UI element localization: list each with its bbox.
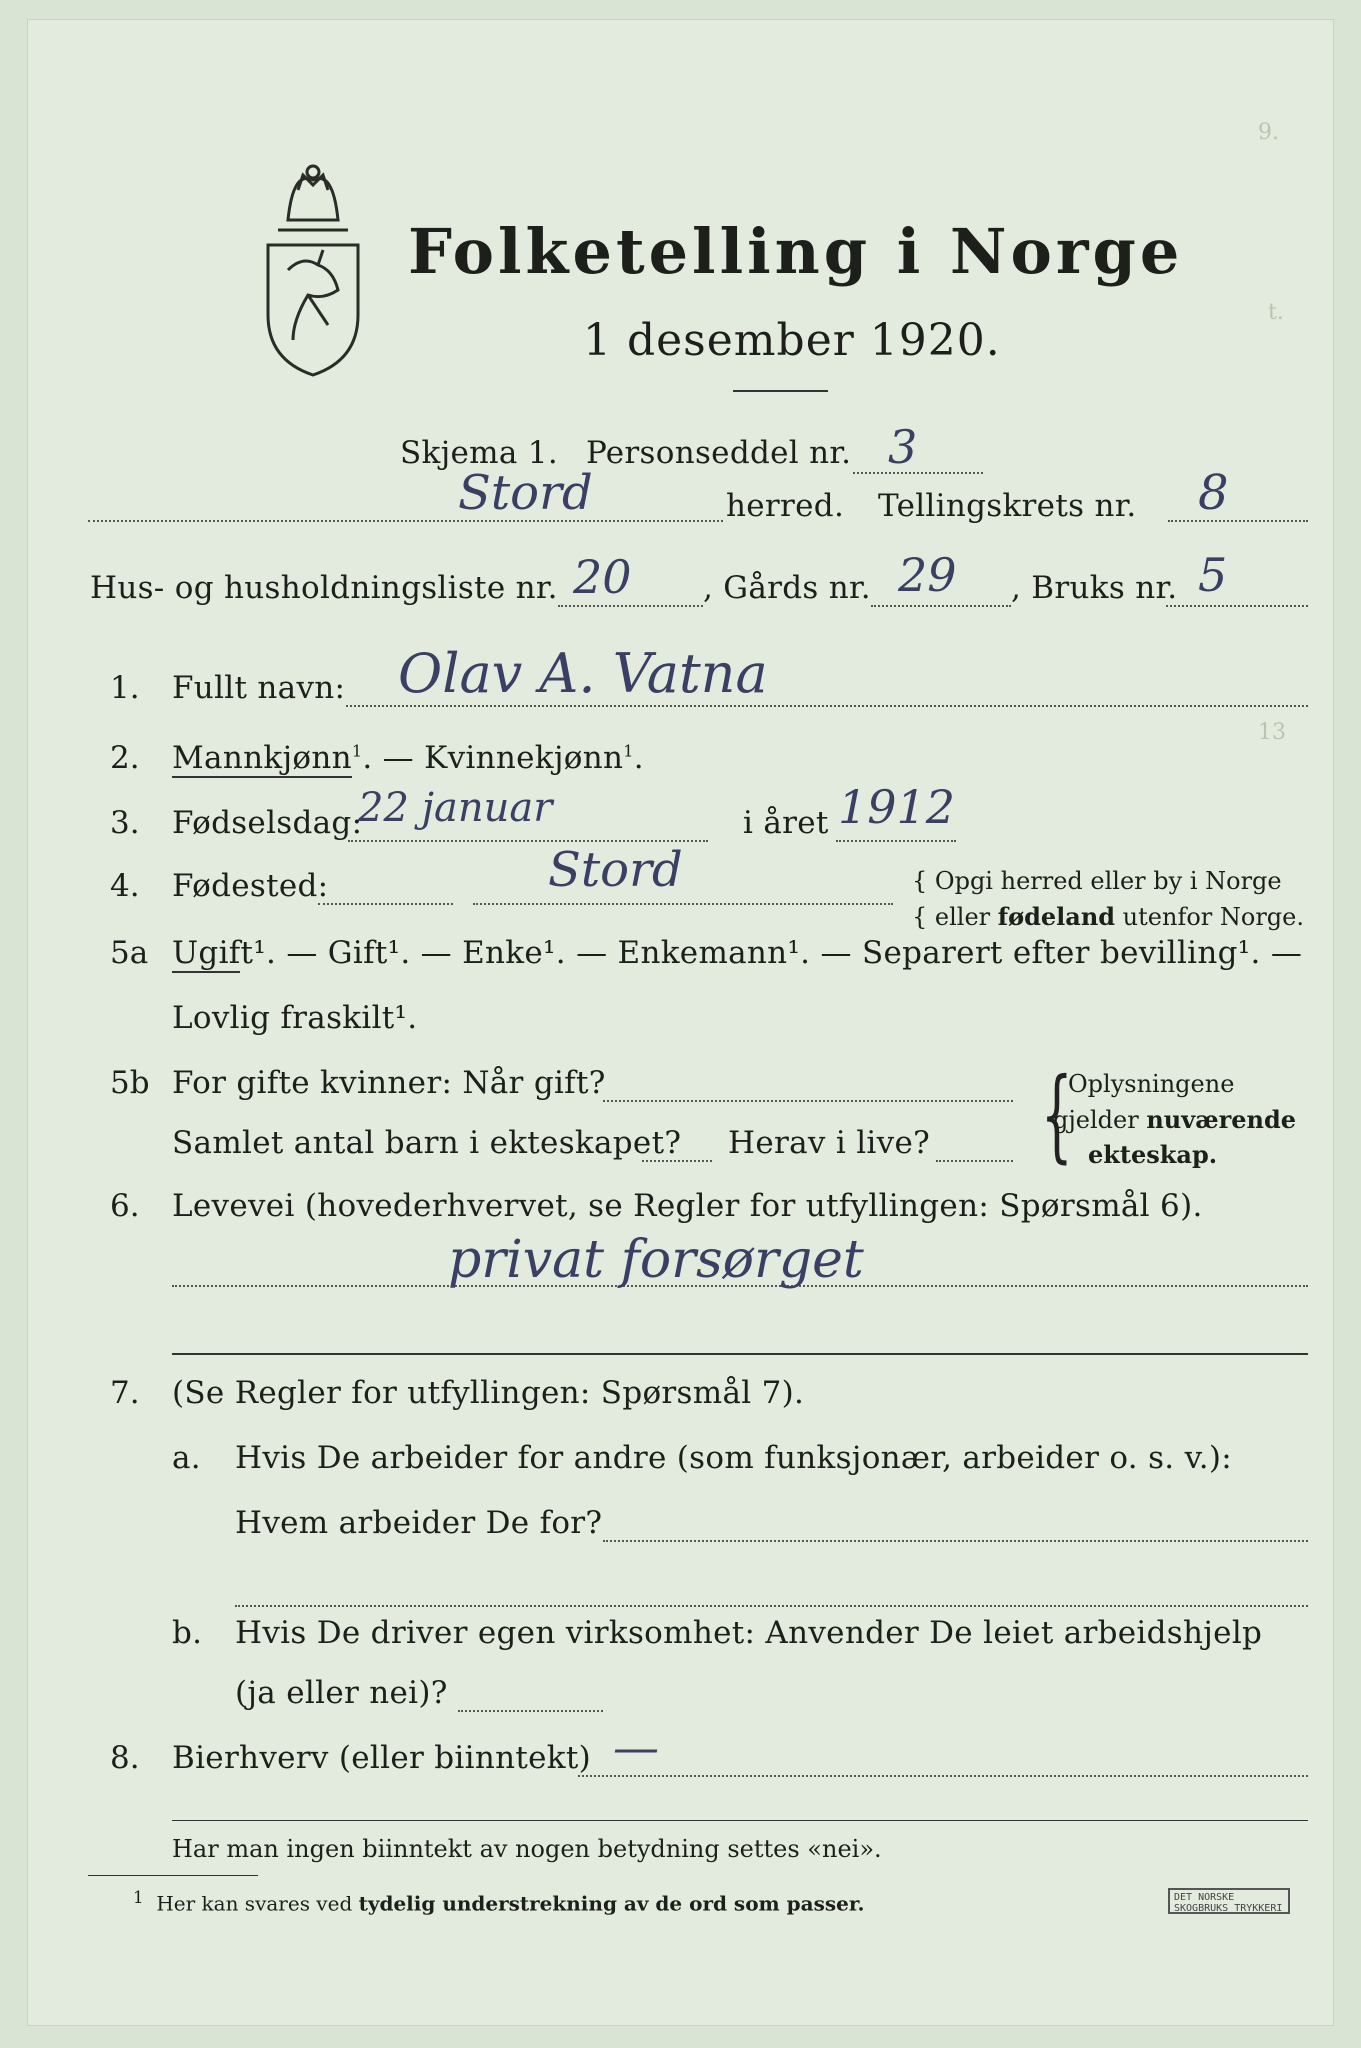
footnote-rule — [88, 1875, 258, 1876]
birthday-value[interactable]: 22 januar — [358, 785, 553, 831]
full-name-value[interactable]: Olav A. Vatna — [398, 642, 768, 705]
q3-number: 3. — [110, 805, 140, 841]
bleed-through-text: 13 — [1258, 720, 1286, 745]
q5b-alive-label: Herav i live? — [728, 1125, 931, 1161]
q7b-letter: b. — [172, 1615, 203, 1651]
female-option[interactable]: Kvinnekjønn — [424, 740, 624, 776]
q7b-line — [458, 1710, 603, 1712]
q4-note-line2: { eller fødeland utenfor Norge. — [912, 902, 1304, 931]
q4-number: 4. — [110, 868, 140, 904]
gender-options: Mannkjønn$^1$. — Kvinnekjønn$^1$. — [172, 740, 644, 776]
hus-line — [558, 605, 703, 607]
q2-number: 2. — [110, 740, 140, 776]
birth-year-value[interactable]: 1912 — [838, 780, 956, 834]
q7a-letter: a. — [172, 1440, 201, 1476]
male-option[interactable]: Mannkjønn — [172, 740, 352, 776]
bruks-value[interactable]: 5 — [1198, 548, 1228, 602]
bleed-through-text: 9. — [1258, 120, 1279, 145]
q3-label: Fødselsdag: — [172, 805, 363, 841]
q7b-label: Hvis De driver egen virksomhet: Anvender De leiet arbeidshjelp — [235, 1615, 1263, 1651]
q5b-children-label: Samlet antal barn i ekteskapet? — [172, 1125, 682, 1161]
q7a-line-1 — [603, 1540, 1308, 1542]
bruks-line — [1166, 605, 1308, 607]
herred-label: herred. — [726, 488, 845, 524]
hus-value[interactable]: 20 — [573, 550, 632, 604]
footnote: $^1$ Her kan svares ved tydelig understrekning av de ord som passer. — [133, 1888, 865, 1916]
q5b-note-2: gjelder nuværende — [1053, 1105, 1297, 1134]
q4-line-a — [318, 903, 453, 905]
q8-rule — [172, 1820, 1308, 1821]
skjema-label: Skjema 1. — [400, 435, 558, 471]
q8-label: Bierhverv (eller biinntekt) — [172, 1740, 592, 1776]
title-divider — [733, 390, 828, 392]
q5b-note-3: ekteskap. — [1088, 1140, 1218, 1169]
q8-number: 8. — [110, 1740, 140, 1776]
personseddel-line — [853, 472, 983, 474]
q5b-note-1: Oplysningene — [1068, 1070, 1235, 1098]
herred-line — [88, 520, 723, 522]
bruks-label: , Bruks nr. — [1011, 570, 1178, 606]
q7-number: 7. — [110, 1375, 140, 1411]
personseddel-label: Personseddel nr. — [586, 435, 852, 471]
tellingskrets-value[interactable]: 8 — [1198, 465, 1229, 521]
q5b-married-label: For gifte kvinner: Når gift? — [172, 1065, 606, 1101]
marital-status-options-2[interactable]: Lovlig fraskilt¹. — [172, 1000, 418, 1036]
q8-line — [578, 1775, 1308, 1777]
q6-number: 6. — [110, 1188, 140, 1224]
q5b-married-line — [603, 1100, 1013, 1102]
q5a-number: 5a — [110, 935, 149, 971]
coat-of-arms-icon — [248, 150, 378, 380]
q4-label: Fødested: — [172, 868, 329, 904]
gards-line — [871, 605, 1011, 607]
q6-line-2 — [172, 1353, 1308, 1355]
q1-label: Fullt navn: — [172, 670, 346, 706]
hus-label: Hus- og husholdningsliste nr. — [90, 570, 558, 606]
gards-value[interactable]: 29 — [898, 548, 957, 602]
herred-value[interactable]: Stord — [458, 465, 593, 521]
side-income-value[interactable]: — — [613, 1720, 659, 1774]
tellingskrets-line — [1168, 520, 1308, 522]
bleed-through-text: t. — [1268, 300, 1284, 325]
ugift-underline — [172, 971, 240, 973]
q7b-label-2: (ja eller nei)? — [235, 1675, 448, 1711]
printer-stamp: DET NORSKE SKOGBRUKS TRYKKERI — [1168, 1888, 1290, 1914]
q3-year-label: i året — [743, 805, 829, 841]
birthplace-value[interactable]: Stord — [548, 842, 683, 898]
q4-note-line1: { Opgi herred eller by i Norge — [912, 867, 1282, 895]
q7a-line-2 — [235, 1605, 1308, 1607]
form-title: Folketelling i Norge — [408, 215, 1184, 288]
q1-line — [346, 705, 1308, 707]
q7a-label-2: Hvem arbeider De for? — [235, 1505, 603, 1541]
q7a-label: Hvis De arbeider for andre (som funksjonær, arbeider o. s. v.): — [235, 1440, 1233, 1476]
occupation-value[interactable]: privat forsørget — [448, 1230, 864, 1290]
census-form — [28, 20, 1333, 2025]
gards-label: , Gårds nr. — [703, 570, 871, 606]
footer-note: Har man ingen biinntekt av nogen betydning settes «nei». — [172, 1835, 882, 1863]
q5b-alive-line — [936, 1160, 1013, 1162]
marital-status-options[interactable]: Ugift¹. — Gift¹. — Enke¹. — Enkemann¹. — Separert efter bevilling¹. — — [172, 935, 1303, 971]
q7-label: (Se Regler for utfyllingen: Spørsmål 7). — [172, 1375, 805, 1411]
personseddel-number[interactable]: 3 — [888, 420, 918, 474]
tellingskrets-label: Tellingskrets nr. — [878, 488, 1137, 524]
q1-number: 1. — [110, 670, 140, 706]
q4-line-b — [473, 903, 893, 905]
q6-label: Levevei (hovederhvervet, se Regler for utfyllingen: Spørsmål 6). — [172, 1188, 1203, 1224]
q5b-number: 5b — [110, 1065, 150, 1101]
form-date: 1 desember 1920. — [583, 315, 1001, 366]
q3-year-line — [836, 840, 956, 842]
q5b-brace: { — [1040, 1056, 1073, 1173]
q5b-children-line — [642, 1160, 712, 1162]
